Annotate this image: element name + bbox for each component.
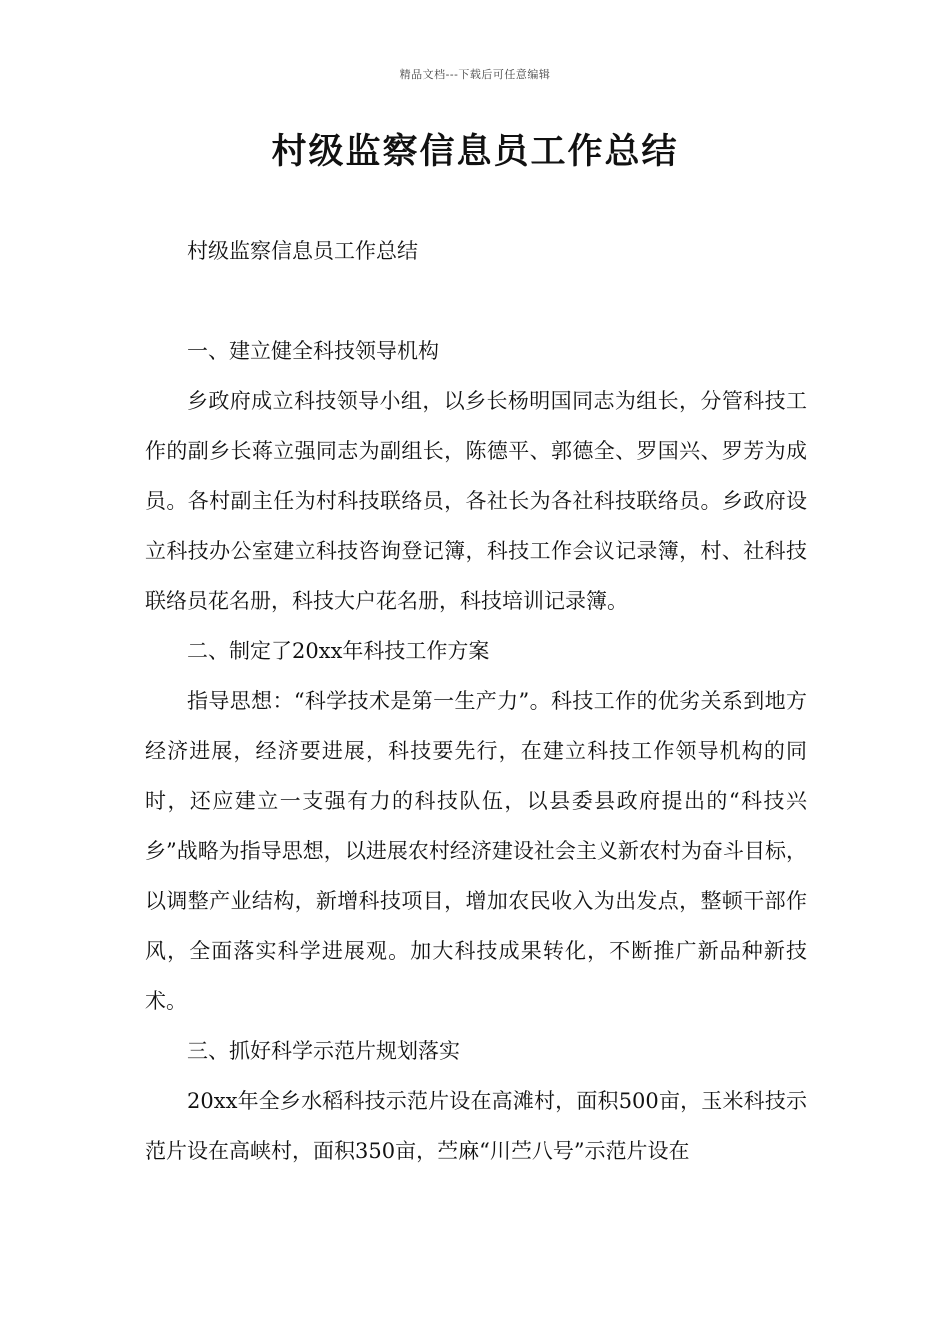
section-heading-3: 三、抓好科学示范片规划落实 — [187, 1039, 460, 1063]
body-paragraph-1: 乡政府成立科技领导小组，以乡长杨明国同志为组长，分管科技工作的副乡长蒋立强同志为副组长，陈德平、郭德全、罗国兴、罗芳为成员。各村副主任为村科技联络员，各社长为各社科技联络员。乡政府设立科技办公室建立科技咨询登记簿，科技工作会议记录簿，村、社科技联络员花名册，科技大户花名册，科技培训记录簿。 — [145, 389, 807, 613]
section-heading-1: 一、建立健全科技领导机构 — [187, 339, 439, 363]
document-subtitle: 村级监察信息员工作总结 — [187, 239, 418, 263]
document-title: 村级监察信息员工作总结 — [271, 131, 679, 172]
header-note: 精品文档---下载后可任意编辑 — [399, 68, 551, 81]
body-paragraph-3: 20xx年全乡水稻科技示范片设在高滩村，面积500亩，玉米科技示范片设在高峡村，面积350亩，苎麻“川苎八号”示范片设在 — [145, 1089, 807, 1163]
document-body — [145, 326, 807, 1176]
section-heading-2: 二、制定了20xx年科技工作方案 — [187, 639, 490, 663]
body-paragraph-2: 指导思想：“科学技术是第一生产力”。科技工作的优劣关系到地方经济进展，经济要进展，科技要先行，在建立科技工作领导机构的同时，还应建立一支强有力的科技队伍，以县委县政府提出的“科技兴乡”战略为指导思想，以进展农村经济建设社会主义新农村为奋斗目标，以调整产业结构，新增科技项目，增加农民收入为出发点，整顿干部作风，全面落实科学进展观。加大科技成果转化，不断推广新品种新技术。 — [145, 689, 807, 1013]
